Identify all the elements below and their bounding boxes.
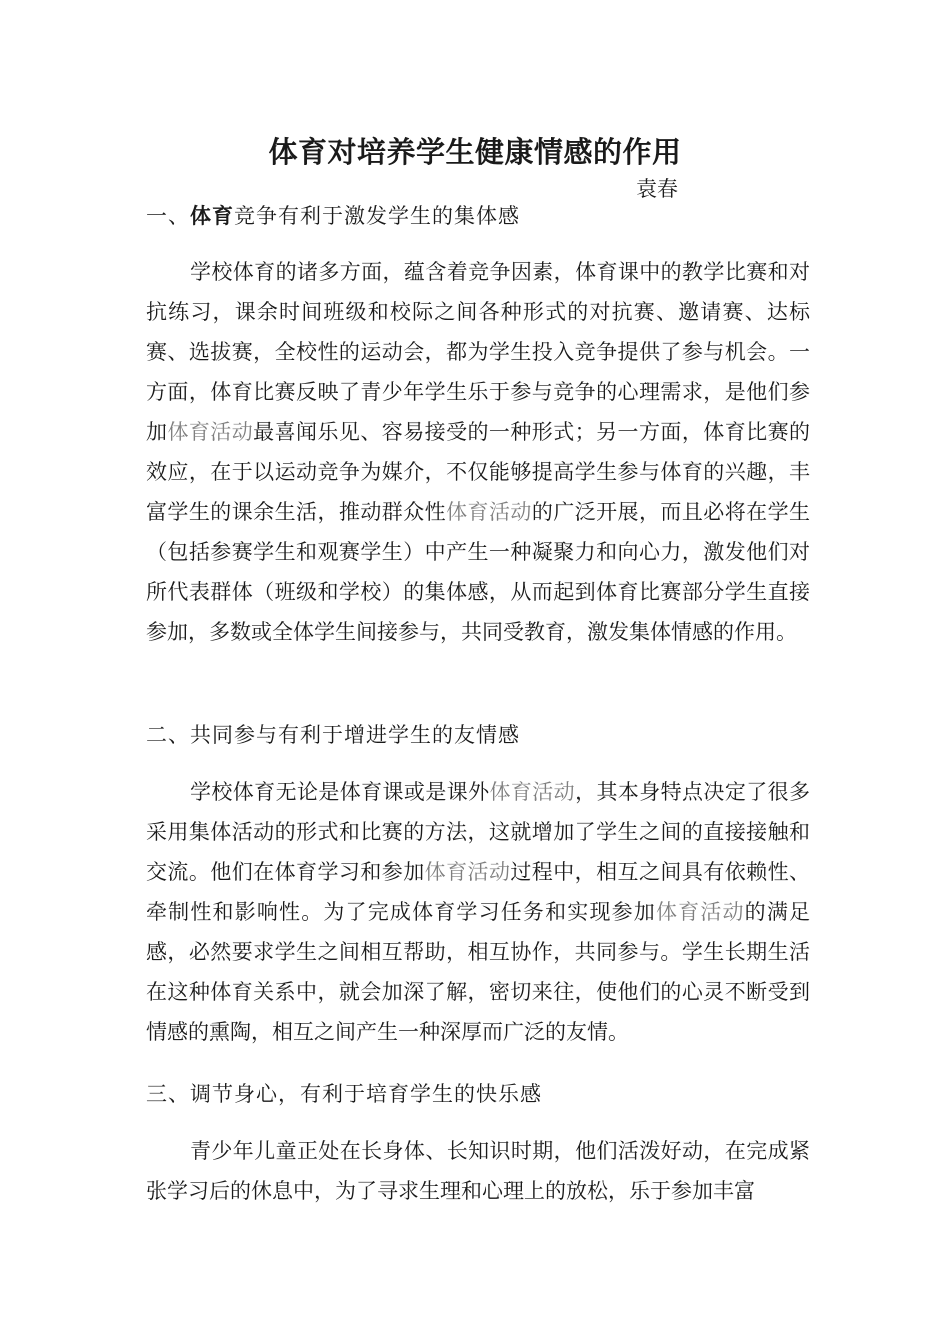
section-1-paragraph [146,252,810,652]
inline-link[interactable]: 体育活动 [655,900,745,924]
section-1-heading-rest: 竞争有利于激发学生的集体感 [234,204,520,228]
section-1-heading [146,200,520,230]
text-run: 最喜闻乐见、容易接受的一种形式；另一方面，体育比赛的效应，在于以运动竞争为媒介，不仅能够提高学生参与体育的兴趣，丰富学生的课余生活，推动群众性 [146,420,811,524]
text-run: 过程中，相互之间具有依赖性、牵制性和影响性。为了完成体育学习任务和实现参加 [146,860,811,924]
inline-link[interactable]: 体育活动 [489,780,576,804]
text-run: ，其本身特点决定了很多采用集体活动的形式和比赛的方法，这就增加了学生之间的直接接触和交流。他们在体育学习和参加 [146,780,811,884]
document-title: 体育对培养学生健康情感的作用 [268,135,682,169]
section-1-heading-bold: 体育 [190,203,234,228]
inline-link[interactable]: 体育活动 [167,420,254,444]
section-3-heading: 三、调节身心，有利于培育学生的快乐感 [146,1082,542,1106]
section-2-paragraph [146,772,810,1052]
text-run: 学校体育的诸多方面，蕴含着竞争因素，体育课中的教学比赛和对抗练习，课余时间班级和校际之间各种形式的对抗赛、邀请赛、达标赛、选拔赛，全校性的运动会，都为学生投入竞争提供了参与机会。一方面，体育比赛反映了青少年学生乐于参与竞争的心理需求，是他们参加 [146,260,810,444]
inline-link[interactable]: 体育活动 [446,500,532,524]
text-run: 青少年儿童正处在长身体、长知识时期，他们活泼好动，在完成紧张学习后的休息中，为了寻求生理和心理上的放松，乐于参加丰富 [146,1139,810,1203]
text-run: 的广泛开展，而且必将在学生（包括参赛学生和观赛学生）中产生一种凝聚力和向心力，激发他们对所代表群体（班级和学校）的集体感，从而起到体育比赛部分学生直接参加，多数或全体学生间接参与，共同受教育，激发集体情感的作用。 [146,500,811,644]
section-1-heading-prefix: 一、 [146,204,190,228]
text-run: 学校体育无论是体育课或是课外 [190,780,490,804]
text-run: 的满足感，必然要求学生之间相互帮助，相互协作，共同参与。学生长期生活在这种体育关系中，就会加深了解，密切来往，使他们的心灵不断受到情感的熏陶，相互之间产生一种深厚而广泛的友情。 [146,900,811,1044]
section-3-paragraph [146,1131,810,1211]
inline-link[interactable]: 体育活动 [424,860,511,884]
author-name: 袁春 [636,177,678,201]
section-2-heading: 二、共同参与有利于增进学生的友情感 [146,723,520,747]
